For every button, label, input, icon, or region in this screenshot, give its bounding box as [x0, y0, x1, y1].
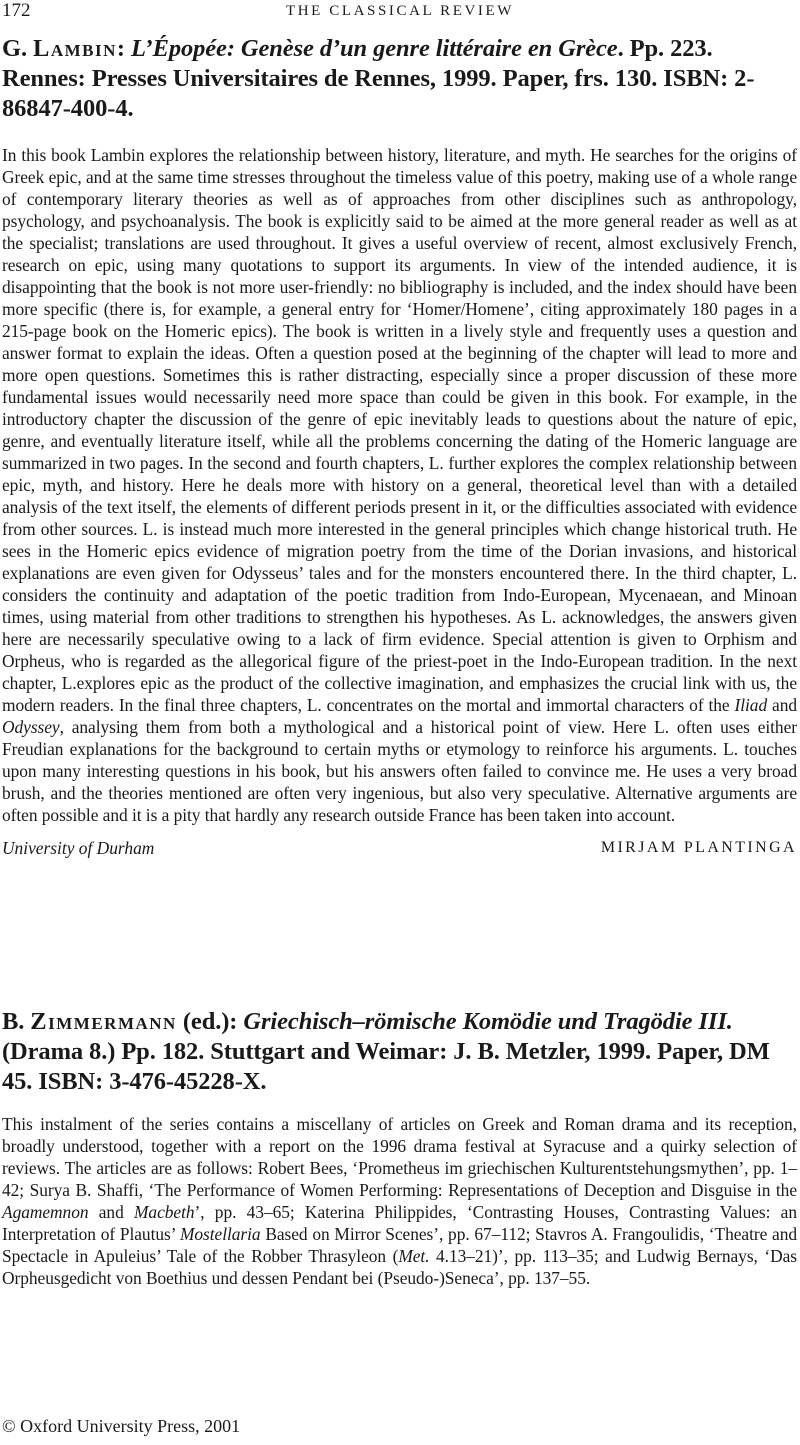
italic-title: Mostellaria [179, 1224, 261, 1244]
review-text: Based on Mirror Scenes’, pp. 67–112; Stavros A. Frangoulidis, ‘Theatre and Spectacle in Apuleius’ Tale of the Robber Thrasyleon ( [2, 1224, 797, 1266]
review-zimmermann [2, 1007, 797, 1289]
author-separator: : [116, 35, 132, 62]
running-head [0, 0, 800, 24]
review-text: , analysing them from both a mythological and a historical point of view. Here L. often uses either Freudian explanations for the background to certain myths or etymology to reinforce his arguments. L. touches upon many interesting questions in his book, but his answers often failed to convince me. He uses a very broad brush, and the theories mentioned are often very ingenious, but also very speculative. Alternative arguments are often possible and it is a pity that hardly any research outside France has been taken into account. [2, 717, 797, 825]
italic-title: Odyssey [2, 717, 60, 737]
review-text: and [88, 1202, 134, 1222]
review-signature [2, 837, 797, 863]
copyright-footer: © Oxford University Press, 2001 [2, 1416, 241, 1436]
italic-abbreviation: Met. [398, 1246, 430, 1266]
author-surname: Zimmermann [30, 1008, 177, 1035]
author-separator: (ed.): [176, 1008, 244, 1035]
book-title: L’Épopée: Genèse d’un genre littéraire en Grèce [131, 35, 618, 62]
journal-title: THE CLASSICAL REVIEW [285, 3, 515, 19]
author-initial: B. [2, 1008, 31, 1035]
review-text: ’, pp. 43–65; Katerina Philippides, ‘Contrasting Houses, Contrasting Values: an Interpretation of Plautus’ [2, 1202, 797, 1244]
review-text: 4.13–21)’, pp. 113–35; and Ludwig Bernays, ‘Das Orpheusgedicht von Boethius und dessen Pendant bei (Pseudo-)Seneca’, pp. 137–55. [2, 1246, 797, 1288]
publication-info: (Drama 8.) Pp. 182. Stuttgart and Weimar: J. B. Metzler, 1999. Paper, DM 45. ISBN: 3-476-45228-X. [2, 1038, 770, 1095]
reviewer-affiliation: University of Durham [2, 838, 155, 858]
italic-title: Macbeth [134, 1202, 195, 1222]
review-heading [2, 1007, 797, 1097]
review-text: In this book Lambin explores the relationship between history, literature, and myth. He searches for the origins of Greek epic, and at the same time stresses throughout the timeless value of this poetry, making use of a whole range of contemporary literary theories as well as of approaches from other disciplines such as anthropology, psychology, and psychoanalysis. The book is explicitly said to be aimed at the more general reader as well as at the specialist; translations are used throughout. It gives a useful overview of recent, almost exclusively French, research on epic, using many quotations to support its arguments. In view of the intended audience, it is disappointing that the book is not more user-friendly: no bibliography is included, and the index should have been more specific (there is, for example, a general entry for ‘Homer/Homene’, citing approximately 180 pages in a 215-page book on the Homeric epics). The book is written in a lively style and frequently uses a question and answer format to explain the ideas. Often a question posed at the beginning of the chapter will lead to more and more open questions. Sometimes this is rather distracting, especially since a proper discussion of these more fundamental issues would necessarily need more space than could be given in this book. For example, in the introductory chapter the discussion of the genre of epic inevitably leads to questions about the nature of epic, genre, and eventually literature itself, while all the problems concerning the dating of the Homeric language are summarized in two pages. In the second and fourth chapters, L. further explores the complex relationship between epic, myth, and history. Here he deals more with history on a general, theoretical level than with a detailed analysis of the text itself, the elements of different periods present in it, or the difficulties associated with evidence from other sources. L. is instead much more interested in the general principles which change historical truth. He sees in the Homeric epics evidence of migration poetry from the time of the Dorian invasions, and historical explanations are even given for Odysseus’ tales and for the monsters encountered there. In the third chapter, L. considers the continuity and adaptation of the poetic tradition from Indo-European, Mycenaean, and Minoan times, using material from other traditions to strengthen his hypotheses. As L. acknowledges, the answers given here are necessarily speculative owing to a lack of firm evidence. Special attention is given to Orphism and Orpheus, who is regarded as the allegorical figure of the priest-poet in the Indo-European tradition. In the next chapter, L.explores epic as the product of the collective imagination, and emphasizes the crucial link with us, the modern readers. In the final three chapters, L. concentrates on the mortal and immortal characters of the [2, 145, 797, 715]
author-surname: Lambin [33, 35, 117, 62]
review-lambin [2, 34, 797, 863]
review-heading [2, 34, 797, 124]
review-text: This instalment of the series contains a miscellany of articles on Greek and Roman drama and its reception, broadly understood, together with a report on the 1996 drama festival at Syracuse and a quirky selection of reviews. The articles are as follows: Robert Bees, ‘Prometheus im griechischen Kulturentstehungsmythen’, pp. 1–42; Surya B. Shaffi, ‘The Performance of Women Performing: Representations of Deception and Disguise in the [2, 1114, 797, 1200]
review-text: and [767, 695, 797, 715]
publication-info: . Pp. 223. Rennes: Presses Universitaires de Rennes, 1999. Paper, frs. 130. ISBN: 2-86847-400-4. [2, 35, 755, 122]
italic-title: Iliad [734, 695, 768, 715]
reviewer-name: MIRJAM PLANTINGA [600, 839, 797, 856]
review-body [2, 144, 797, 826]
italic-title: Agamemnon [2, 1202, 89, 1222]
author-initial: G. [2, 35, 34, 62]
book-title: Griechisch–römische Komödie und Tragödie III. [243, 1008, 733, 1035]
review-body [2, 1113, 797, 1289]
page-number: 172 [2, 0, 31, 21]
